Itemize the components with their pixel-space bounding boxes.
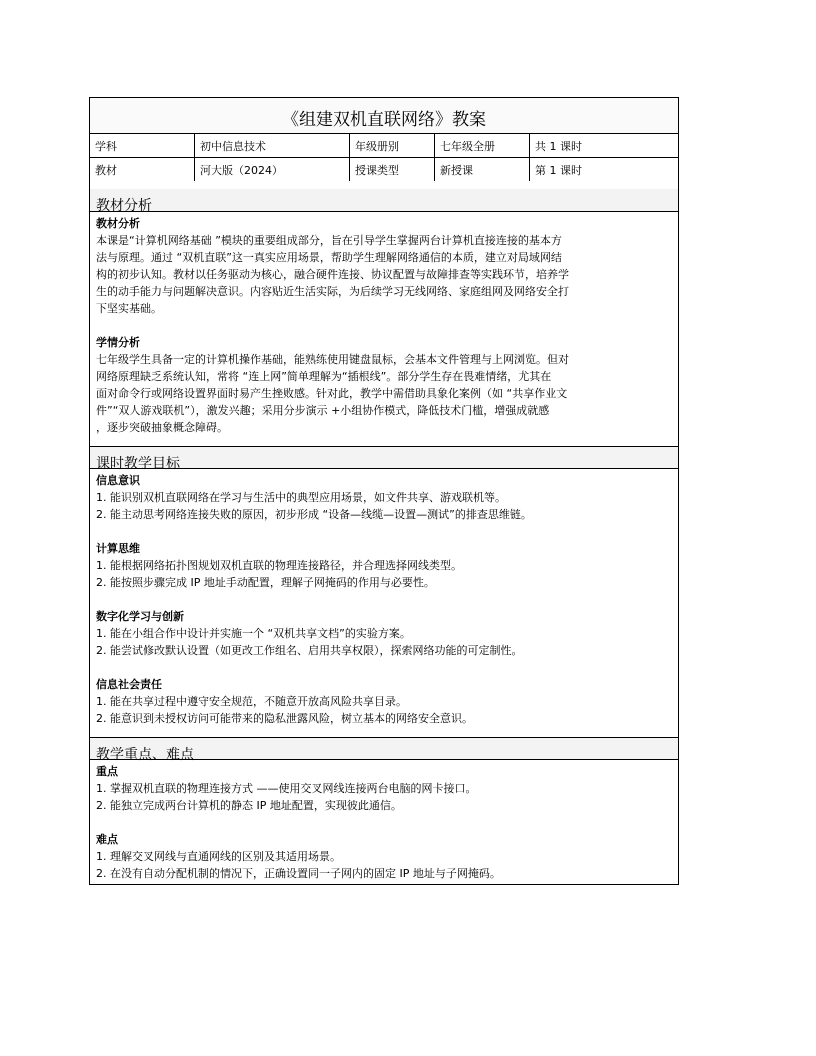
section-heading-keypoints: 教学重点、难点 xyxy=(90,737,678,760)
info-value-period: 第 1 课时 xyxy=(535,163,582,177)
subheading-difficulties: 难点 xyxy=(96,833,118,846)
list-item: 2. 在没有自动分配机制的情况下，正确设置同一子网内的固定 IP 地址与子网掩码。 xyxy=(96,867,501,880)
text-line: 法与原理。通过 “双机直联”这一真实应用场景，帮助学生理解网络通信的本质，建立对局域网结 xyxy=(96,251,562,264)
section-body-keypoints xyxy=(90,760,678,884)
info-label-subject: 学科 xyxy=(90,134,195,157)
text-line: 面对命令行或网络设置界面时易产生挫败感。针对此，教学中需借助具象化案例（如 “共享作业文 xyxy=(96,387,568,400)
text-line: ，逐步突破抽象概念障碍。 xyxy=(96,421,228,434)
list-item: 1. 能根据网络拓扑图规划双机直联的物理连接路径，并合理选择网线类型。 xyxy=(96,559,462,572)
section-heading-analysis: 教材分析 xyxy=(90,189,678,212)
text-line: 本课是“计算机网络基础 ”模块的重要组成部分，旨在引导学生掌握两台计算机直接连接的基本方 xyxy=(96,234,562,247)
list-item: 1. 能在小组合作中设计并实施一个 “双机共享文档”的实验方案。 xyxy=(96,627,411,640)
subheading-key-points: 重点 xyxy=(96,765,118,778)
document-title: 《组建双机直联网络》教案 xyxy=(90,98,678,134)
list-item: 1. 掌握双机直联的物理连接方式 ——使用交叉网线连接两台电脑的网卡接口。 xyxy=(96,782,477,795)
list-item: 2. 能尝试修改默认设置（如更改工作组名、启用共享权限），探索网络功能的可定制性。 xyxy=(96,644,523,657)
text-line: 件”“双人游戏联机”），激发兴趣；采用分步演示 +小组协作模式，降低技术门槛，增强成就感 xyxy=(96,404,550,417)
subheading-learner-analysis: 学情分析 xyxy=(96,336,140,349)
paragraph-textbook-analysis xyxy=(96,232,672,317)
list-item: 2. 能独立完成两台计算机的静态 IP 地址配置，实现彼此通信。 xyxy=(96,799,402,812)
info-value-textbook: 河大版（2024） xyxy=(195,158,350,181)
info-value-grade: 七年级全册 xyxy=(435,134,530,157)
subheading-textbook-analysis: 教材分析 xyxy=(96,217,140,230)
list-item: 1. 能在共享过程中遵守安全规范，不随意开放高风险共享目录。 xyxy=(96,695,407,708)
paragraph-learner-analysis xyxy=(96,351,672,436)
subheading-digital-learning: 数字化学习与创新 xyxy=(96,610,184,623)
info-label-grade: 年级册别 xyxy=(350,134,435,157)
list-item: 2. 能按照步骤完成 IP 地址手动配置，理解子网掩码的作用与必要性。 xyxy=(96,576,435,589)
info-row-subject xyxy=(90,134,678,158)
lesson-plan-table xyxy=(89,97,679,885)
list-item: 1. 理解交叉网线与直通网线的区别及其适用场景。 xyxy=(96,850,341,863)
info-label-lesson-type: 授课类型 xyxy=(350,158,435,181)
subheading-info-awareness: 信息意识 xyxy=(96,474,140,487)
text-line: 构的初步认知。教材以任务驱动为核心，融合硬件连接、协议配置与故障排查等实践环节，培养学 xyxy=(96,268,569,281)
section-body-goals xyxy=(90,469,678,729)
info-label-textbook: 教材 xyxy=(90,158,195,181)
list-item: 1. 能识别双机直联网络在学习与生活中的典型应用场景，如文件共享、游戏联机等。 xyxy=(96,491,506,504)
list-item: 2. 能意识到未授权访问可能带来的隐私泄露风险，树立基本的网络安全意识。 xyxy=(96,712,473,725)
section-heading-goals: 课时教学目标 xyxy=(90,446,678,469)
subheading-computational-thinking: 计算思维 xyxy=(96,542,140,555)
text-line: 网络原理缺乏系统认知，常将 “连上网”简单理解为“插根线”。部分学生存在畏难情绪，尤其在 xyxy=(96,370,552,383)
info-value-subject: 初中信息技术 xyxy=(195,134,350,157)
text-line: 下坚实基础。 xyxy=(96,302,162,315)
section-body-analysis xyxy=(90,212,678,438)
list-item: 2. 能主动思考网络连接失败的原因，初步形成 “设备—线缆—设置—测试”的排查思维链。 xyxy=(96,508,532,521)
subheading-social-responsibility: 信息社会责任 xyxy=(96,678,162,691)
info-value-total-periods: 共 1 课时 xyxy=(535,139,582,153)
info-value-lesson-type: 新授课 xyxy=(435,158,530,181)
text-line: 七年级学生具备一定的计算机操作基础，能熟练使用键盘鼠标，会基本文件管理与上网浏览。但对 xyxy=(96,353,569,366)
text-line: 生的动手能力与问题解决意识。内容贴近生活实际，为后续学习无线网络、家庭组网及网络安全打 xyxy=(96,285,569,298)
info-row-textbook xyxy=(90,158,678,181)
